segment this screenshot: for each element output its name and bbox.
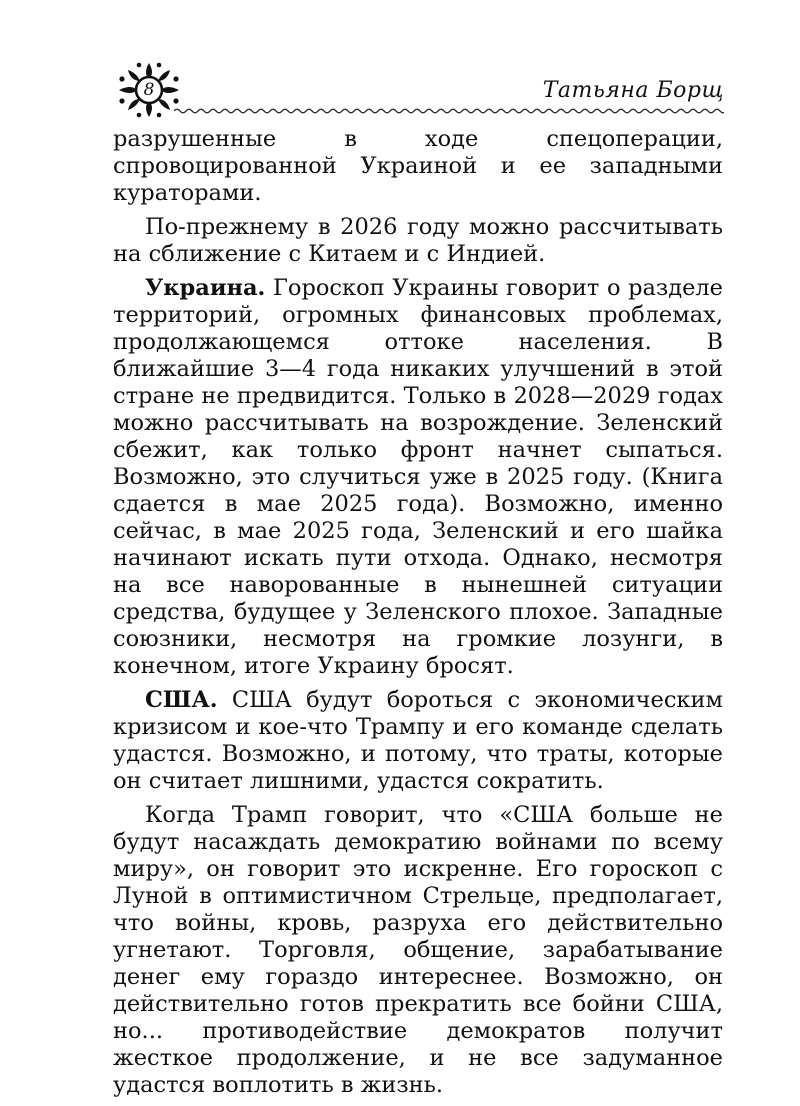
body-text bbox=[113, 126, 723, 1106]
paragraph bbox=[113, 126, 723, 207]
paragraph-text: По-прежнему в 2026 году можно рассчитывать на сближение с Китаем и с Индией. bbox=[113, 214, 723, 267]
paragraph-lead: США. bbox=[145, 687, 218, 713]
paragraph-text: разрушенные в ходе спецоперации, спровоцированной Украиной и ее западными кураторами. bbox=[113, 126, 723, 206]
running-head-author: Татьяна Борщ bbox=[542, 78, 724, 103]
paragraph-text: США будут бороться с экономическим кризисом и кое-что Трампу и его команде сделать удастся. Возможно, и потому, что траты, которые он считает лишними, удастся сократить. bbox=[113, 687, 723, 794]
page-header bbox=[112, 62, 724, 124]
paragraph-ukraine bbox=[113, 275, 723, 680]
paragraph-text: Гороскоп Украины говорит о разделе территорий, огромных финансовых проблемах, продолжающемся оттоке населения. В ближайшие 3—4 года никаких улучшений в этой стране не предвидится. Только в 2028—2029 годах можно рассчитывать на возрождение. Зеленский сбежит, как только фронт начнет сыпаться. Возможно, это случиться уже в 2025 году. (Книга сдается в мае 2025 года). Возможно, именно сейчас, в мае 2025 года, Зеленский и его шайка начинают искать пути отхода. Однако, несмотря на все наворованные в нынешней ситуации средства, будущее у Зеленского плохое. Западные союзники, несмотря на громкие лозунги, в конечном, итоге Украину бросят. bbox=[113, 275, 723, 679]
paragraph bbox=[113, 802, 723, 1099]
page-number: 8 bbox=[143, 80, 155, 100]
paragraph-usa bbox=[113, 687, 723, 795]
wavy-rule-divider bbox=[174, 107, 724, 115]
paragraph bbox=[113, 214, 723, 268]
paragraph-lead: Украина. bbox=[145, 275, 266, 301]
paragraph-text: Когда Трамп говорит, что «США больше не будут насаждать демократию войнами по всему миру», он говорит это искренне. Его гороскоп с Луной в оптимистичном Стрельце, предполагает, что войны, кровь, разруха его действительно угнетают. Торговля, общение, зарабатывание денег ему гораздо интереснее. Возможно, он действительно готов прекратить все бойни США, но... противодействие демократов получит жесткое продолжение, и не все задуманное удастся воплотить в жизнь. bbox=[113, 802, 723, 1098]
